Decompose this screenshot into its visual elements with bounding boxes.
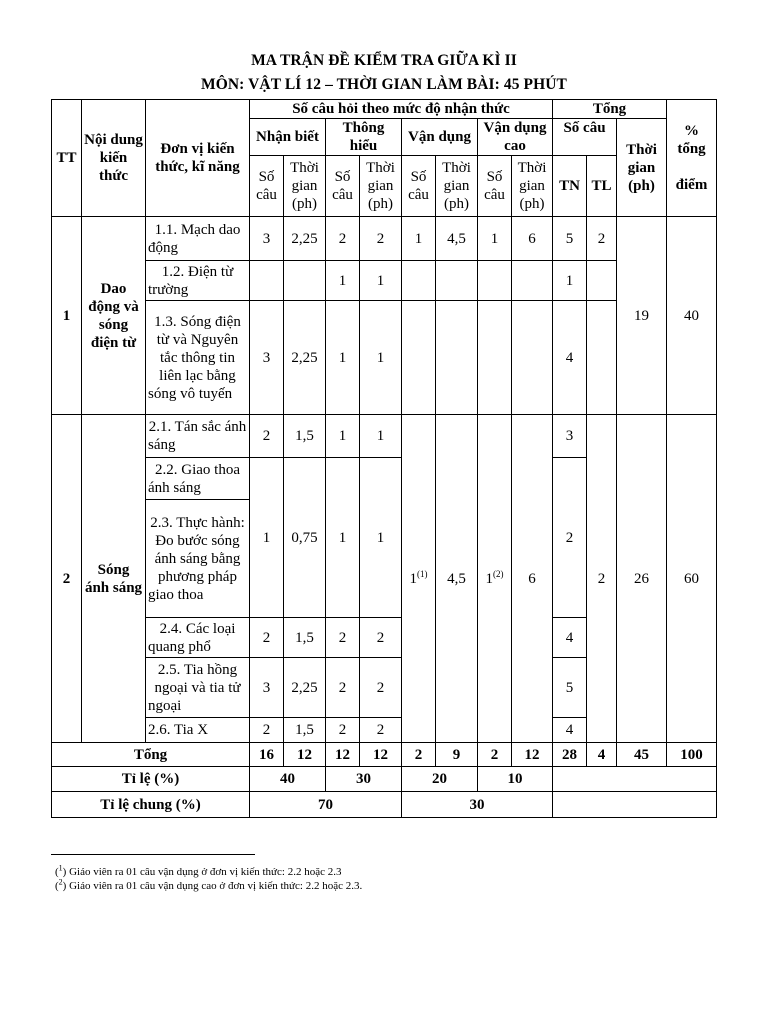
- nb-thoi-gian: 2,25: [284, 217, 326, 261]
- header-tn: TN: [553, 156, 587, 217]
- vd-thoi-gian: 4,5: [436, 415, 478, 743]
- vd-so-cau-header: Số câu: [402, 156, 436, 217]
- th-so-cau: 1: [326, 415, 360, 458]
- header-thong-hieu: Thông hiểu: [326, 119, 402, 156]
- total-th-thoi-gian: 12: [360, 743, 402, 767]
- header-nhan-biet: Nhận biết: [250, 119, 326, 156]
- table-row: [52, 415, 717, 458]
- th-so-cau: 1: [326, 261, 360, 301]
- vd-thoi-gian: 4,5: [436, 217, 478, 261]
- th-thoi-gian: 1: [360, 458, 402, 618]
- total-tl: 4: [587, 743, 617, 767]
- document-title: MA TRẬN ĐỀ KIỂM TRA GIỮA KÌ II: [251, 52, 517, 69]
- total-th-so-cau: 12: [326, 743, 360, 767]
- vd-so-cau: [402, 261, 436, 301]
- th-thoi-gian: 2: [360, 718, 402, 743]
- header-row-1: [52, 100, 717, 119]
- vd-thoi-gian-header: Thời gian (ph): [436, 156, 478, 217]
- th-so-cau: 2: [326, 718, 360, 743]
- unit-name: 2.3. Thực hành: Đo bước sóng ánh sáng bằng phương pháp giao thoa: [146, 500, 250, 618]
- vd-so-cau: 1$^{(1)}$: [402, 415, 436, 743]
- tl-count: 2: [587, 415, 617, 743]
- header-noi-dung: Nội dung kiến thức: [82, 100, 146, 217]
- footnote-ref-1: (1): [417, 568, 428, 579]
- document-subtitle: MÔN: VẬT LÍ 12 – THỜI GIAN LÀM BÀI: 45 PHÚT: [201, 76, 567, 93]
- nb-so-cau-header: Số câu: [250, 156, 284, 217]
- percent-tong: tổng: [677, 141, 706, 157]
- unit-name: 2.1. Tán sắc ánh sáng: [146, 415, 250, 458]
- tn-count: 4: [553, 618, 587, 658]
- total-vdc-thoi-gian: 12: [512, 743, 553, 767]
- th-so-cau: 1: [326, 458, 360, 618]
- vdc-so-cau: [478, 261, 512, 301]
- total-time: 45: [617, 743, 667, 767]
- nb-so-cau: 2: [250, 415, 284, 458]
- vdc-so-cau: [478, 301, 512, 415]
- unit-name: 2.6. Tia X: [146, 718, 250, 743]
- vdc-thoi-gian: 6: [512, 217, 553, 261]
- header-van-dung: Vận dụng: [402, 119, 478, 156]
- percent-sign: %: [684, 123, 700, 139]
- ratio-nhan-biet: 40: [250, 767, 326, 792]
- header-percent: [667, 100, 717, 217]
- total-vdc-so-cau: 2: [478, 743, 512, 767]
- nb-so-cau: 3: [250, 217, 284, 261]
- unit-name: 1.3. Sóng điện từ và Nguyên tắc thông tin liên lạc bằng sóng vô tuyến: [146, 301, 250, 415]
- tn-count: 4: [553, 301, 587, 415]
- nb-thoi-gian: 2,25: [284, 301, 326, 415]
- header-tong: Tổng: [553, 100, 667, 119]
- topic-percent: 40: [667, 217, 717, 415]
- nb-thoi-gian: 1,5: [284, 718, 326, 743]
- topic-percent: 60: [667, 415, 717, 743]
- ratio-general-label: Tỉ lệ chung (%): [52, 792, 250, 818]
- percent-diem: điểm: [675, 177, 708, 193]
- vd-thoi-gian: [436, 301, 478, 415]
- nb-so-cau: 3: [250, 301, 284, 415]
- th-thoi-gian-header: Thời gian (ph): [360, 156, 402, 217]
- total-vd-so-cau: 2: [402, 743, 436, 767]
- tn-count: 5: [553, 658, 587, 718]
- vd-so-cau: 1: [402, 217, 436, 261]
- nb-so-cau: 3: [250, 658, 284, 718]
- total-vd-thoi-gian: 9: [436, 743, 478, 767]
- vd-thoi-gian: [436, 261, 478, 301]
- tl-count: [587, 301, 617, 415]
- ratio-empty: [553, 767, 717, 792]
- total-tn: 28: [553, 743, 587, 767]
- total-nb-thoi-gian: 12: [284, 743, 326, 767]
- vdc-thoi-gian: 6: [512, 415, 553, 743]
- header-so-cau-hoi: Số câu hỏi theo mức độ nhận thức: [250, 100, 553, 119]
- th-so-cau: 2: [326, 618, 360, 658]
- header-van-dung-cao: Vận dụng cao: [478, 119, 553, 156]
- totals-label: Tổng: [52, 743, 250, 767]
- topic-time: 26: [617, 415, 667, 743]
- unit-name: 1.1. Mạch dao động: [146, 217, 250, 261]
- th-thoi-gian: 2: [360, 618, 402, 658]
- vdc-thoi-gian-header: Thời gian (ph): [512, 156, 553, 217]
- topic-number: 1: [52, 217, 82, 415]
- ratio-general-vd-vdc: 30: [402, 792, 553, 818]
- ratio-label: Tỉ lệ (%): [52, 767, 250, 792]
- ratio-van-dung: 20: [402, 767, 478, 792]
- vdc-thoi-gian: [512, 301, 553, 415]
- vdc-so-cau: 1$^{(2)}$: [478, 415, 512, 743]
- ratio-thong-hieu: 30: [326, 767, 402, 792]
- vd-so-cau: [402, 301, 436, 415]
- tn-count: 1: [553, 261, 587, 301]
- vdc-so-cau: 1: [478, 217, 512, 261]
- unit-name: 1.2. Điện từ trường: [146, 261, 250, 301]
- topic-time: 19: [617, 217, 667, 415]
- th-so-cau: 2: [326, 217, 360, 261]
- header-tt: TT: [52, 100, 82, 217]
- footnote-separator: [51, 854, 255, 855]
- vdc-thoi-gian: [512, 261, 553, 301]
- ratio-general-row: [52, 792, 717, 818]
- tn-count: 3: [553, 415, 587, 458]
- topic-number: 2: [52, 415, 82, 743]
- th-so-cau: 1: [326, 301, 360, 415]
- th-thoi-gian: 2: [360, 217, 402, 261]
- footnote-ref-2: (2): [493, 568, 504, 579]
- footnote-2: ($^2$) Giáo viên ra 01 câu vận dụng cao ở đơn vị kiến thức: 2.2 hoặc 2.3.: [55, 877, 363, 892]
- nb-so-cau: 1: [250, 458, 284, 618]
- topic-name: Dao động và sóng điện từ: [82, 217, 146, 415]
- footnote-1: ($^1$) Giáo viên ra 01 câu vận dụng ở đơn vị kiến thức: 2.2 hoặc 2.3: [55, 863, 342, 878]
- assessment-matrix-table: [51, 99, 717, 818]
- tn-count: 5: [553, 217, 587, 261]
- total-time-label: Thời gian: [626, 141, 657, 176]
- header-tl: TL: [587, 156, 617, 217]
- nb-thoi-gian: 2,25: [284, 658, 326, 718]
- nb-thoi-gian: 0,75: [284, 458, 326, 618]
- tn-count: 4: [553, 718, 587, 743]
- ratio-general-empty: [553, 792, 717, 818]
- th-thoi-gian: 1: [360, 415, 402, 458]
- th-thoi-gian: 2: [360, 658, 402, 718]
- header-total-time: [617, 119, 667, 217]
- vdc-so-cau-header: Số câu: [478, 156, 512, 217]
- nb-so-cau: [250, 261, 284, 301]
- ratio-row: [52, 767, 717, 792]
- nb-so-cau: 2: [250, 618, 284, 658]
- table-row: [52, 217, 717, 261]
- nb-thoi-gian: 1,5: [284, 618, 326, 658]
- unit-name: 2.5. Tia hồng ngoại và tia tử ngoại: [146, 658, 250, 718]
- header-don-vi: Đơn vị kiến thức, kĩ năng: [146, 100, 250, 217]
- unit-name: 2.2. Giao thoa ánh sáng: [146, 458, 250, 500]
- total-time-unit: (ph): [628, 177, 655, 194]
- nb-thoi-gian: 1,5: [284, 415, 326, 458]
- totals-row: [52, 743, 717, 767]
- tl-count: [587, 261, 617, 301]
- nb-thoi-gian-header: Thời gian (ph): [284, 156, 326, 217]
- topic-name: Sóng ánh sáng: [82, 415, 146, 743]
- th-so-cau: 2: [326, 658, 360, 718]
- total-nb-so-cau: 16: [250, 743, 284, 767]
- header-so-cau: Số câu: [553, 119, 617, 156]
- nb-thoi-gian: [284, 261, 326, 301]
- th-thoi-gian: 1: [360, 301, 402, 415]
- nb-so-cau: 2: [250, 718, 284, 743]
- ratio-general-nb-th: 70: [250, 792, 402, 818]
- unit-name: 2.4. Các loại quang phổ: [146, 618, 250, 658]
- tl-count: 2: [587, 217, 617, 261]
- th-so-cau-header: Số câu: [326, 156, 360, 217]
- tn-count: 2: [553, 458, 587, 618]
- total-percent: 100: [667, 743, 717, 767]
- ratio-van-dung-cao: 10: [478, 767, 553, 792]
- th-thoi-gian: 1: [360, 261, 402, 301]
